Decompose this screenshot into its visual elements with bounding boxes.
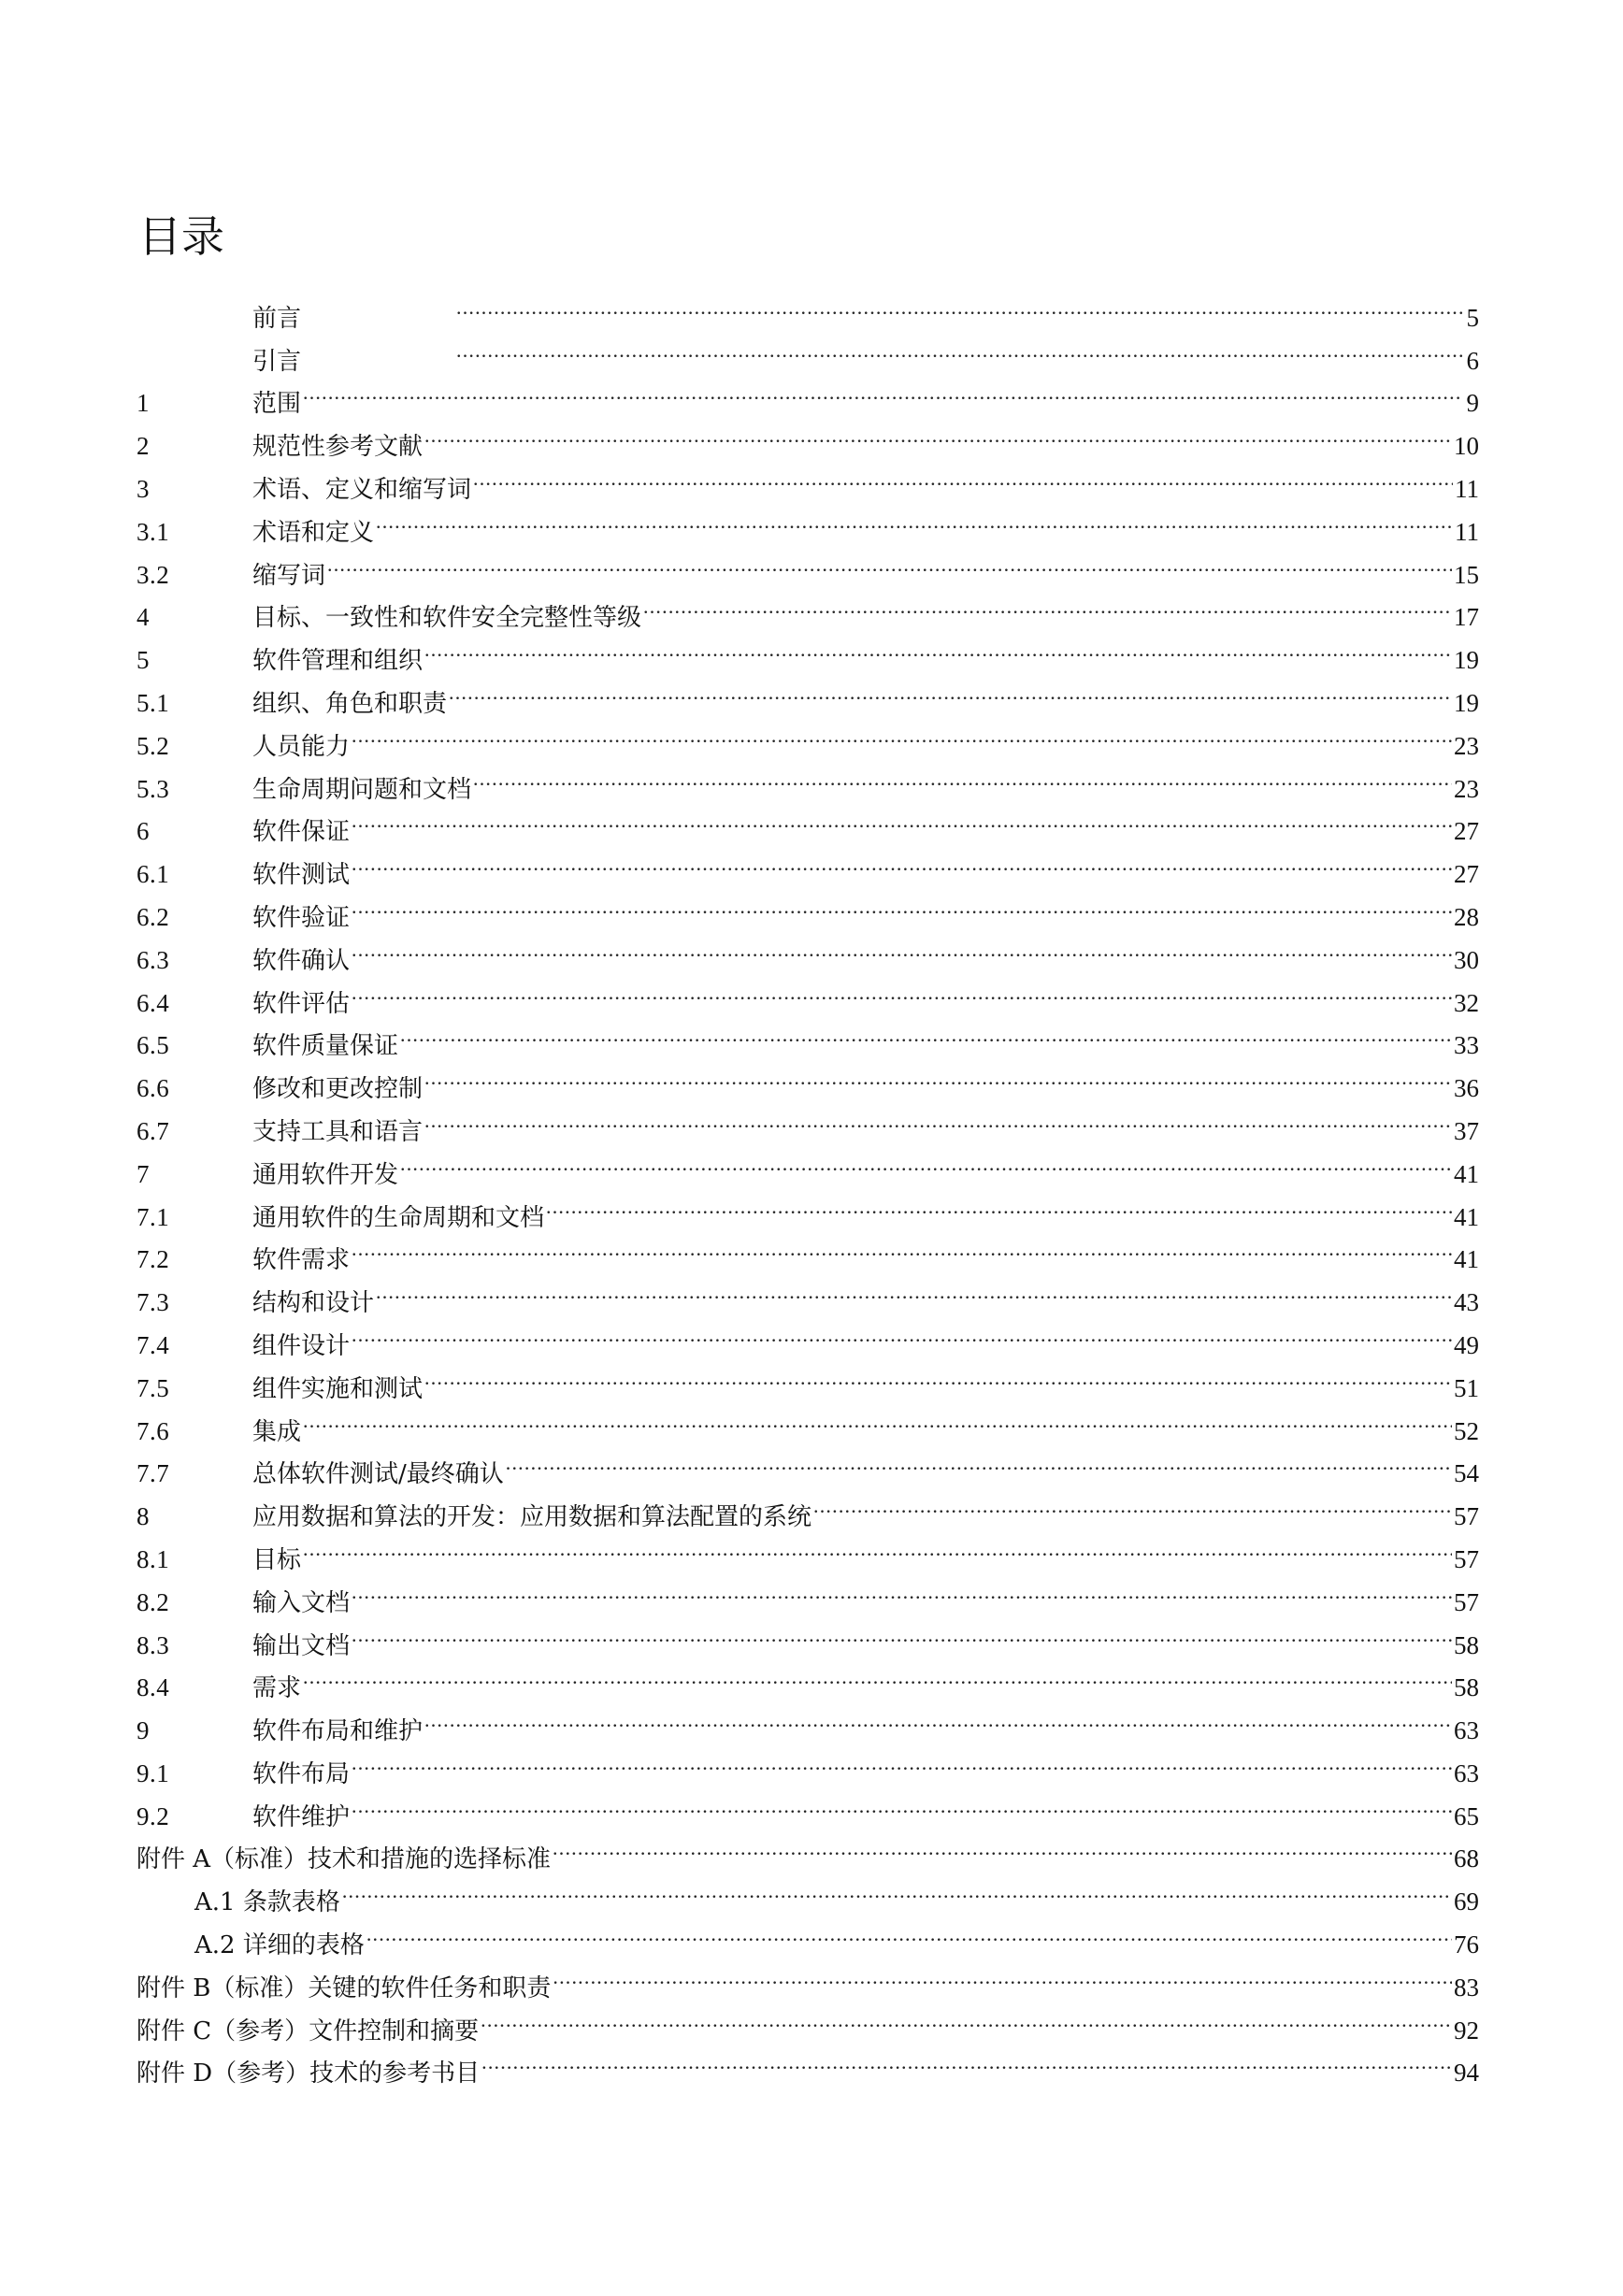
toc-entry-page-number: 63 bbox=[1454, 1716, 1479, 1745]
toc-entry-number: 6.6 bbox=[136, 1074, 170, 1103]
toc-entry-number: 6.2 bbox=[136, 902, 170, 931]
toc-entry-page-number: 28 bbox=[1454, 902, 1479, 931]
toc-entry-section[interactable] bbox=[136, 1397, 1479, 1446]
toc-entry-label: 通用软件的生命周期和文档 bbox=[252, 1203, 545, 1232]
toc-entry-page-number: 43 bbox=[1454, 1288, 1479, 1317]
toc-entry-page-number: 52 bbox=[1454, 1416, 1479, 1445]
toc-entry-page-number: 92 bbox=[1454, 2016, 1479, 2045]
toc-dot-leader bbox=[424, 1054, 1452, 1097]
toc-title: 目录 bbox=[138, 211, 224, 262]
toc-dot-leader bbox=[352, 1568, 1452, 1611]
toc-dot-leader bbox=[352, 1739, 1452, 1782]
toc-entry-page-number: 76 bbox=[1454, 1930, 1479, 1959]
toc-entry-label: 软件布局 bbox=[252, 1759, 351, 1788]
toc-dot-leader bbox=[506, 1440, 1452, 1483]
toc-dot-leader bbox=[481, 1996, 1452, 2039]
toc-entry-page-number: 63 bbox=[1454, 1758, 1479, 1787]
toc-entry-page-number: 41 bbox=[1454, 1159, 1479, 1188]
toc-entry-label: 附件 D（参考）技术的参考书目 bbox=[136, 2059, 481, 2088]
toc-entry-page-number: 33 bbox=[1454, 1031, 1479, 1060]
toc-dot-leader bbox=[400, 1140, 1452, 1183]
toc-entry-number: 7.7 bbox=[136, 1459, 170, 1488]
toc-entry-number: 7.1 bbox=[136, 1202, 170, 1231]
table-of-contents bbox=[136, 283, 1479, 2088]
toc-dot-leader bbox=[456, 283, 1462, 326]
toc-entry-number: 7.2 bbox=[136, 1245, 170, 1274]
toc-entry-page-number: 11 bbox=[1455, 517, 1479, 546]
toc-entry-page-number: 36 bbox=[1454, 1074, 1479, 1103]
toc-dot-leader bbox=[424, 1696, 1452, 1739]
toc-entry-page-number: 57 bbox=[1454, 1587, 1479, 1616]
toc-entry-number: 5 bbox=[136, 646, 150, 675]
toc-dot-leader bbox=[303, 1654, 1452, 1697]
toc-dot-leader bbox=[352, 969, 1452, 1012]
toc-entry-number: 9.1 bbox=[136, 1758, 170, 1787]
toc-dot-leader bbox=[303, 1397, 1452, 1440]
toc-entry-page-number: 10 bbox=[1454, 432, 1479, 461]
toc-dot-leader bbox=[352, 1782, 1452, 1825]
toc-entry-number: 9 bbox=[136, 1716, 150, 1745]
toc-entry-number: 6.4 bbox=[136, 988, 170, 1017]
toc-entry-label: 生命周期问题和文档 bbox=[252, 775, 472, 804]
toc-dot-leader bbox=[473, 454, 1453, 497]
toc-entry-label: 支持工具和语言 bbox=[252, 1117, 424, 1146]
toc-dot-leader bbox=[424, 1354, 1452, 1397]
toc-dot-leader bbox=[352, 1226, 1452, 1269]
toc-dot-leader bbox=[546, 1183, 1452, 1226]
toc-entry-number: 5.2 bbox=[136, 731, 170, 760]
toc-entry-number: 7.3 bbox=[136, 1288, 170, 1317]
toc-entry-label: 术语和定义 bbox=[252, 518, 375, 547]
toc-entry-label: 目标 bbox=[252, 1545, 302, 1574]
toc-entry-number: 5.3 bbox=[136, 774, 170, 803]
toc-entry-number: 8.2 bbox=[136, 1587, 170, 1616]
toc-entry-page-number: 6 bbox=[1466, 346, 1479, 375]
toc-entry-label: 组织、角色和职责 bbox=[252, 689, 448, 718]
toc-entry-label: 组件设计 bbox=[252, 1331, 351, 1360]
toc-entry-page-number: 68 bbox=[1454, 1844, 1479, 1873]
toc-entry-page-number: 65 bbox=[1454, 1801, 1479, 1830]
toc-entry-label: 软件确认 bbox=[252, 946, 351, 975]
toc-entry-chapter[interactable] bbox=[136, 369, 1479, 419]
toc-entry-label: 软件测试 bbox=[252, 861, 351, 890]
toc-entry-label: 附件 A（标准）技术和措施的选择标准 bbox=[136, 1845, 552, 1874]
toc-dot-leader bbox=[481, 2039, 1452, 2082]
toc-entry-number: 1 bbox=[136, 389, 150, 418]
toc-entry-page-number: 19 bbox=[1454, 646, 1479, 675]
toc-entry-label: 输出文档 bbox=[252, 1631, 351, 1660]
toc-entry-section[interactable] bbox=[136, 1440, 1479, 1489]
toc-entry-number: 6.3 bbox=[136, 945, 170, 974]
toc-entry-page-number: 54 bbox=[1454, 1459, 1479, 1488]
toc-entry-page-number: 15 bbox=[1454, 560, 1479, 589]
toc-dot-leader bbox=[303, 1525, 1452, 1568]
toc-dot-leader bbox=[424, 1097, 1452, 1140]
toc-entry-page-number: 5 bbox=[1466, 303, 1479, 332]
toc-dot-leader bbox=[352, 1611, 1452, 1654]
toc-entry-label: A.2 详细的表格 bbox=[194, 1931, 365, 1960]
toc-entry-page-number: 57 bbox=[1454, 1544, 1479, 1573]
toc-entry-label: 软件评估 bbox=[252, 989, 351, 1018]
toc-entry-page-number: 11 bbox=[1455, 474, 1479, 503]
toc-entry-label: 术语、定义和缩写词 bbox=[252, 475, 472, 504]
toc-entry-page-number: 41 bbox=[1454, 1245, 1479, 1274]
toc-dot-leader bbox=[553, 1953, 1452, 1996]
toc-entry-number: 4 bbox=[136, 603, 150, 632]
toc-entry-page-number: 17 bbox=[1454, 603, 1479, 632]
toc-entry-number: 3 bbox=[136, 474, 150, 503]
toc-entry-label: 缩写词 bbox=[252, 561, 326, 590]
toc-dot-leader bbox=[449, 668, 1452, 711]
toc-dot-leader bbox=[352, 926, 1452, 969]
toc-entry-label: 输入文档 bbox=[252, 1588, 351, 1617]
toc-dot-leader bbox=[456, 326, 1462, 369]
toc-dot-leader bbox=[424, 411, 1452, 454]
toc-entry-number: 6 bbox=[136, 817, 150, 846]
toc-entry-section[interactable] bbox=[136, 540, 1479, 590]
toc-entry-label: 组件实施和测试 bbox=[252, 1374, 424, 1403]
toc-entry-number: 3.1 bbox=[136, 517, 170, 546]
toc-entry-section[interactable] bbox=[136, 1568, 1479, 1617]
toc-entry-label: 软件需求 bbox=[252, 1246, 351, 1275]
toc-entry-number: 6.1 bbox=[136, 860, 170, 889]
toc-entry-label: 软件布局和维护 bbox=[252, 1717, 424, 1746]
toc-dot-leader bbox=[376, 497, 1453, 540]
toc-entry-number: 7.6 bbox=[136, 1416, 170, 1445]
toc-entry-label: A.1 条款表格 bbox=[194, 1888, 340, 1917]
toc-entry-chapter[interactable] bbox=[136, 411, 1479, 462]
toc-entry-label: 修改和更改控制 bbox=[252, 1075, 424, 1104]
toc-entry-page-number: 58 bbox=[1454, 1630, 1479, 1659]
toc-dot-leader bbox=[424, 625, 1452, 668]
toc-entry-label: 前言 bbox=[252, 304, 302, 333]
toc-dot-leader bbox=[553, 1825, 1452, 1868]
toc-entry-page-number: 9 bbox=[1466, 389, 1479, 418]
toc-entry-number: 8 bbox=[136, 1502, 150, 1531]
toc-entry-page-number: 83 bbox=[1454, 1973, 1479, 2002]
toc-entry-page-number: 57 bbox=[1454, 1502, 1479, 1531]
toc-dot-leader bbox=[303, 369, 1462, 412]
toc-entry-page-number: 69 bbox=[1454, 1887, 1479, 1916]
toc-entry-label: 通用软件开发 bbox=[252, 1160, 399, 1189]
toc-entry-page-number: 37 bbox=[1454, 1116, 1479, 1145]
toc-entry-page-number: 51 bbox=[1454, 1373, 1479, 1402]
toc-entry-label: 总体软件测试/最终确认 bbox=[252, 1460, 504, 1489]
toc-entry-number: 8.4 bbox=[136, 1673, 170, 1702]
toc-entry-chapter[interactable] bbox=[136, 1696, 1479, 1746]
toc-dot-leader bbox=[366, 1910, 1452, 1953]
toc-entry-number: 7.5 bbox=[136, 1373, 170, 1402]
toc-entry-label: 人员能力 bbox=[252, 732, 351, 761]
toc-entry-label: 目标、一致性和软件安全完整性等级 bbox=[252, 604, 642, 633]
toc-dot-leader bbox=[473, 754, 1452, 797]
toc-entry-number: 5.1 bbox=[136, 688, 170, 717]
toc-dot-leader bbox=[352, 1311, 1452, 1354]
toc-entry-label: 引言 bbox=[252, 347, 302, 376]
toc-entry-label: 范围 bbox=[252, 390, 302, 419]
toc-entry-number: 8.3 bbox=[136, 1630, 170, 1659]
toc-entry-label: 附件 C（参考）文件控制和摘要 bbox=[136, 2016, 480, 2045]
toc-entry-page-number: 32 bbox=[1454, 988, 1479, 1017]
toc-entry-section[interactable] bbox=[136, 1654, 1479, 1703]
toc-entry-number: 2 bbox=[136, 432, 150, 461]
toc-entry-page-number: 27 bbox=[1454, 860, 1479, 889]
toc-entry-page-number: 30 bbox=[1454, 945, 1479, 974]
toc-entry-page-number: 19 bbox=[1454, 688, 1479, 717]
toc-entry-page-number: 23 bbox=[1454, 774, 1479, 803]
toc-dot-leader bbox=[400, 1012, 1452, 1055]
toc-dot-leader bbox=[352, 711, 1452, 754]
toc-entry-page-number: 27 bbox=[1454, 817, 1479, 846]
toc-entry-label: 结构和设计 bbox=[252, 1289, 375, 1318]
toc-entry-label: 附件 B（标准）关键的软件任务和职责 bbox=[136, 1973, 552, 2002]
toc-entry-page-number: 41 bbox=[1454, 1202, 1479, 1231]
toc-entry-label: 需求 bbox=[252, 1674, 302, 1703]
toc-dot-leader bbox=[327, 540, 1452, 583]
toc-entry-label: 规范性参考文献 bbox=[252, 433, 424, 462]
toc-entry-number: 8.1 bbox=[136, 1544, 170, 1573]
toc-entry-page-number: 94 bbox=[1454, 2059, 1479, 2088]
toc-entry-number: 7 bbox=[136, 1159, 150, 1188]
toc-entry-label: 软件质量保证 bbox=[252, 1032, 399, 1061]
toc-entry-label: 软件保证 bbox=[252, 818, 351, 847]
toc-entry-page-number: 49 bbox=[1454, 1330, 1479, 1359]
toc-dot-leader bbox=[352, 839, 1452, 883]
toc-entry-label: 集成 bbox=[252, 1417, 302, 1446]
toc-entry-number: 9.2 bbox=[136, 1801, 170, 1830]
toc-dot-leader bbox=[376, 1268, 1452, 1311]
toc-entry-page-number: 23 bbox=[1454, 731, 1479, 760]
toc-dot-leader bbox=[813, 1482, 1452, 1525]
toc-entry-label: 软件验证 bbox=[252, 903, 351, 932]
toc-entry-label: 软件管理和组织 bbox=[252, 647, 424, 676]
toc-entry-front[interactable] bbox=[136, 283, 1479, 333]
toc-entry-number: 3.2 bbox=[136, 560, 170, 589]
toc-entry-number: 7.4 bbox=[136, 1330, 170, 1359]
toc-dot-leader bbox=[352, 797, 1452, 840]
toc-entry-page-number: 58 bbox=[1454, 1673, 1479, 1702]
toc-dot-leader bbox=[643, 583, 1452, 626]
toc-entry-chapter[interactable] bbox=[136, 583, 1479, 633]
toc-dot-leader bbox=[342, 1867, 1452, 1910]
toc-entry-label: 应用数据和算法的开发：应用数据和算法配置的系统 bbox=[252, 1503, 812, 1532]
toc-entry-label: 软件维护 bbox=[252, 1802, 351, 1831]
toc-dot-leader bbox=[352, 883, 1452, 926]
toc-entry-section[interactable] bbox=[136, 1525, 1479, 1574]
toc-entry-number: 6.5 bbox=[136, 1031, 170, 1060]
toc-entry-number: 6.7 bbox=[136, 1116, 170, 1145]
